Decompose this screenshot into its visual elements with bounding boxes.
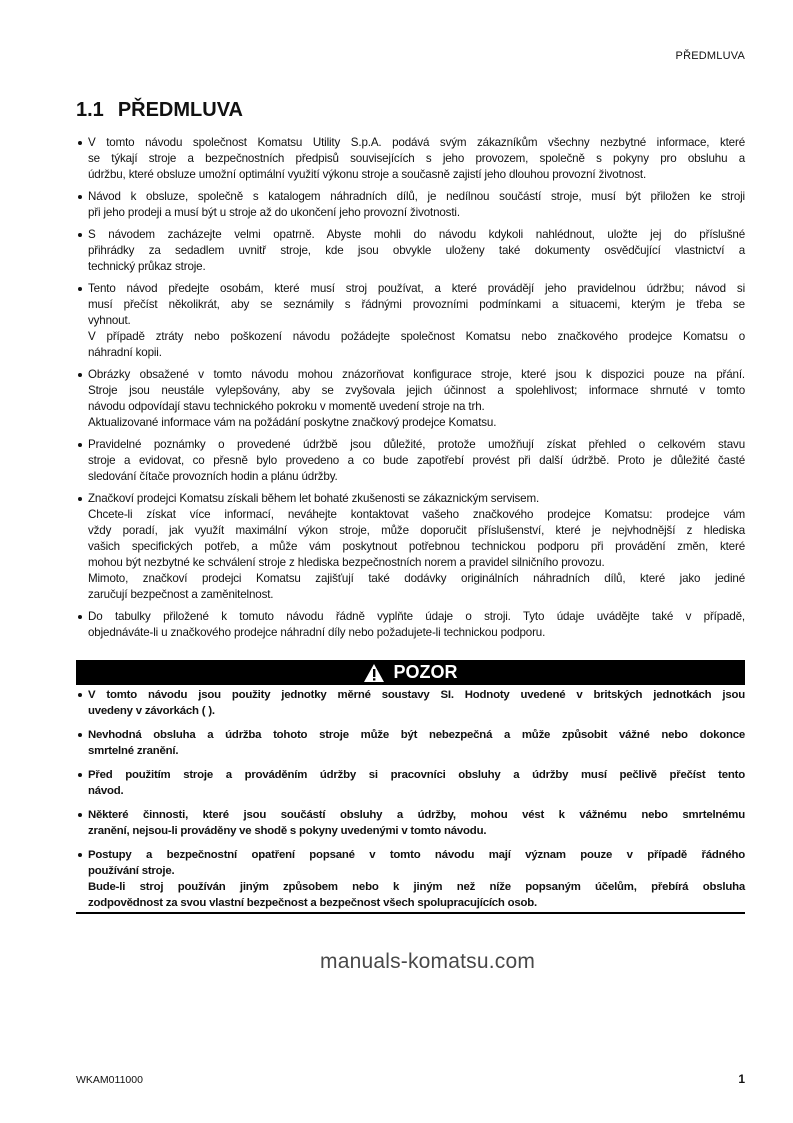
bullet-paragraph <box>88 189 745 221</box>
bullet-icon <box>78 813 82 817</box>
text-line: používání stroje. <box>88 865 175 877</box>
text-line: návodu odpovídají stavu technického pokroku v momentě uvedení stroje na trh. <box>88 400 485 413</box>
text-line: vašich specifických potřeb, a může vám poskytnout potřebnou technickou podporu při provádění změn, které <box>88 540 745 553</box>
text-line: stroje a evidovat, co přesně bylo provedeno a co bude zapotřebí provést při další údržbě. Proto je důležité časté <box>88 454 745 467</box>
text-line: Nevhodná obsluha a údržba tohoto stroje může být nebezpečná a může způsobit vážné nebo dokonce <box>88 729 745 741</box>
text-line: Stroje jsou neustále vylepšovány, aby se zvyšovala jejich účinnost a spolehlivost; informace shrnuté v tomto <box>88 384 745 397</box>
bullet-paragraph <box>88 367 745 431</box>
bullet-paragraph <box>88 847 745 911</box>
bullet-paragraph <box>88 807 745 839</box>
text-line: zranění, nejsou-li prováděny ve shodě s pokyny uvedenými v tomto návodu. <box>88 825 487 837</box>
text-line: V tomto návodu společnost Komatsu Utility S.p.A. podává svým zákazníkům všechny nezbytné informace, které <box>88 136 745 149</box>
bullet-icon <box>78 233 82 237</box>
text-line: Chcete-li získat více informací, neváhejte kontaktovat vašeho značkového prodejce Komatsu: prodejce vám <box>88 508 745 521</box>
bullet-icon <box>78 773 82 777</box>
bullet-paragraph <box>88 135 745 183</box>
bullet-icon <box>78 733 82 737</box>
text-line: Před použitím stroje a prováděním údržby si pracovníci obsluhy a údržby musí pečlivě přečíst tento <box>88 769 745 781</box>
bullet-paragraph <box>88 609 745 641</box>
intro-body <box>88 135 745 647</box>
bullet-paragraph <box>88 767 745 799</box>
section-title: PŘEDMLUVA <box>117 99 243 121</box>
bullet-icon <box>78 853 82 857</box>
running-header: PŘEDMLUVA <box>675 50 745 62</box>
watermark: manuals-komatsu.com <box>320 950 536 973</box>
text-line: se týkají stroje a bezpečnostních předpisů souvisejících s jeho provozem, společně s pokyny pro obsluhu a <box>88 152 745 165</box>
bullet-icon <box>78 141 82 145</box>
bullet-paragraph <box>88 437 745 485</box>
text-line: Postupy a bezpečnostní opatření popsané v tomto návodu mají význam pouze v případě řádného <box>88 849 745 861</box>
bullet-paragraph <box>88 491 745 603</box>
text-line: zodpovědnost za svou vlastní bezpečnost a bezpečnost všech spolupracujících osob. <box>88 897 538 909</box>
bullet-paragraph <box>88 281 745 361</box>
text-line: objednáváte-li u značkového prodejce náhradní díly nebo požadujete-li technickou podporu. <box>88 626 546 639</box>
bullet-paragraph <box>88 687 745 719</box>
warning-label: POZOR <box>393 662 458 682</box>
text-line: údržbu, které obsluze umožní optimální využití výkonu stroje a současně zajistí jeho dlouhou provozní životnost. <box>88 168 647 181</box>
text-line: Návod k obsluze, společně s katalogem náhradních dílů, je nedílnou součástí stroje, musí být přiložen ke stroji <box>88 190 745 203</box>
text-line: Aktualizované informace vám na požádání poskytne značkový prodejce Komatsu. <box>88 416 497 429</box>
bullet-paragraph <box>88 727 745 759</box>
bullet-icon <box>78 195 82 199</box>
text-line: Mimoto, značkoví prodejci Komatsu zajišťují také dodávky originálních náhradních dílů, které jako jediné <box>88 572 745 585</box>
warning-triangle-icon <box>363 663 385 683</box>
section-number: 1.1 <box>76 99 104 121</box>
text-line: zaručují bezpečnost a zaměnitelnost. <box>88 588 274 601</box>
text-line: mohou být nezbytné ke schválení stroje z hlediska bezpečnostních norem a pravidel silničního provozu. <box>88 556 605 569</box>
text-line: Pravidelné poznámky o provedené údržbě jsou důležité, protože umožňují získat přehled o celkovém stavu <box>88 438 745 451</box>
bullet-icon <box>78 497 82 501</box>
text-line: při jeho prodeji a musí být u stroje až do ukončení jeho provozní životnosti. <box>88 206 460 219</box>
text-line: vyhnout. <box>88 314 131 327</box>
page-number: 1 <box>738 1072 745 1086</box>
text-line: náhradní kopii. <box>88 346 162 359</box>
text-line: V případě ztráty nebo poškození návodu požádejte společnost Komatsu nebo značkového prodejce Komatsu o <box>88 330 745 343</box>
page-title <box>76 98 257 122</box>
divider <box>76 912 745 914</box>
text-line: sledování čítače provozních hodin a plánu údržby. <box>88 470 338 483</box>
text-line: návod. <box>88 785 124 797</box>
bullet-icon <box>78 287 82 291</box>
text-line: Tento návod předejte osobám, které musí stroj používat, a které provádějí jeho pravidelnou údržbu; návod si <box>88 282 745 295</box>
warning-banner <box>76 660 745 685</box>
bullet-icon <box>78 693 82 697</box>
text-line: V tomto návodu jsou použity jednotky měrné soustavy SI. Hodnoty uvedené v britských jednotkách jsou <box>88 689 745 701</box>
text-line: musí přečíst několikrát, aby se seznámily s řádnými provozními podmínkami a situacemi, kterým je třeba se <box>88 298 745 311</box>
text-line: Bude-li stroj používán jiným způsobem nebo k jiným než níže popsaným účelům, přebírá obsluha <box>88 881 745 893</box>
warning-body <box>88 687 745 919</box>
bullet-icon <box>78 373 82 377</box>
document-code: WKAM011000 <box>76 1074 143 1086</box>
text-line: Do tabulky přiložené k tomuto návodu řádně vyplňte údaje o stroji. Tyto údaje uvádějte také v případě, <box>88 610 745 623</box>
text-line: vždy poradí, jak využít maximální výkon stroje, může doporučit příslušenství, které je nejvhodnější z hlediska <box>88 524 745 537</box>
text-line: smrtelné zranění. <box>88 745 179 757</box>
text-line: Některé činnosti, které jsou součástí obsluhy a údržby, mohou vést k vážnému nebo smrtelnému <box>88 809 745 821</box>
bullet-icon <box>78 443 82 447</box>
text-line: přihrádky za sedadlem uvnitř stroje, kde jsou obvykle uloženy také dokumenty osvědčující vlastnictví a <box>88 244 745 257</box>
text-line: S návodem zacházejte velmi opatrně. Abyste mohli do návodu kdykoli nahlédnout, uložte jej do příslušné <box>88 228 745 241</box>
text-line: uvedeny v závorkách ( ). <box>88 705 215 717</box>
text-line: technický průkaz stroje. <box>88 260 206 273</box>
bullet-paragraph <box>88 227 745 275</box>
text-line: Značkoví prodejci Komatsu získali během let bohaté zkušenosti se zákaznickým servisem. <box>88 492 540 505</box>
bullet-icon <box>78 615 82 619</box>
text-line: Obrázky obsažené v tomto návodu mohou znázorňovat konfigurace stroje, které jsou k dispozici pouze na přání. <box>88 368 745 381</box>
